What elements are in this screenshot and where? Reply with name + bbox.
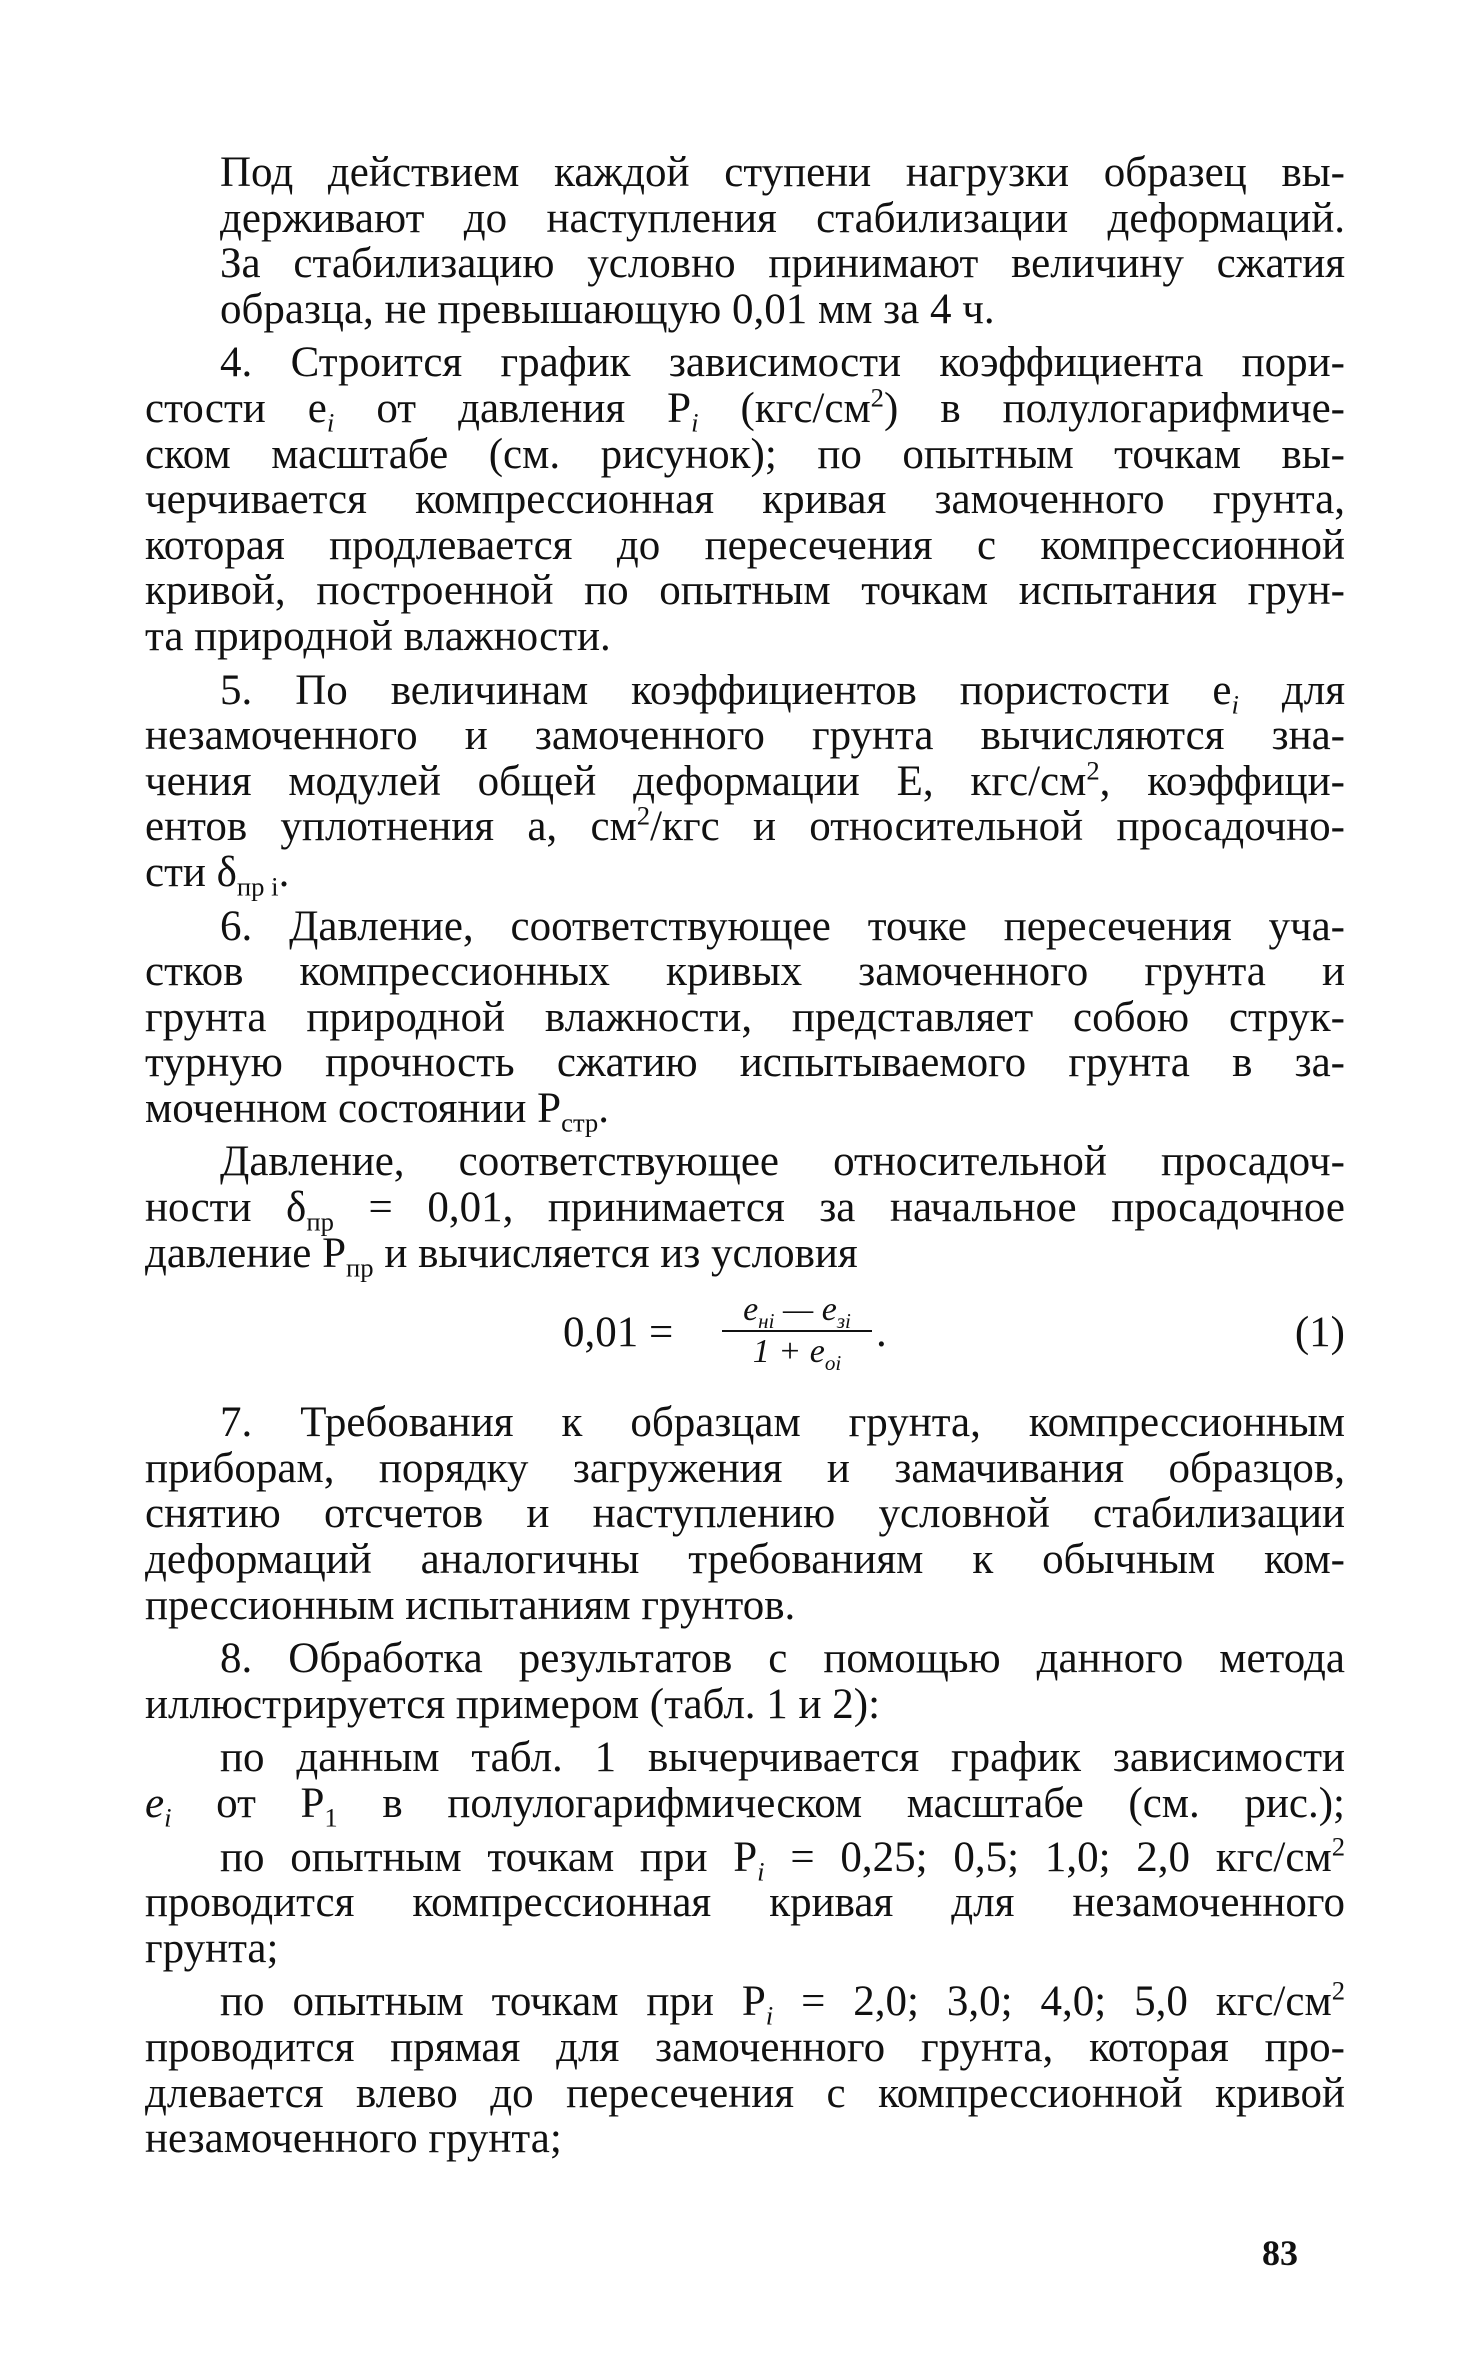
text-line: кривой, построенной по опытным точкам испытания грун- [145, 567, 1345, 615]
page-body [145, 150, 1345, 2170]
equation-lhs: 0,01 = [563, 1309, 674, 1357]
equation-1 [145, 1290, 1345, 1382]
equation-fraction [722, 1290, 872, 1376]
text-fragment: e [743, 1291, 759, 1329]
text-fragment: от P [171, 1780, 325, 1827]
subscript: нi [758, 1309, 775, 1334]
text-line: 7. Требования к образцам грунта, компрессионным [220, 1399, 1345, 1447]
text-fragment: /кгс и относительной просадочно- [650, 803, 1345, 851]
text-line [145, 848, 1345, 902]
subscript: i [164, 1802, 172, 1833]
text-line: 8. Обработка результатов с помощью данного метода [220, 1635, 1345, 1683]
superscript: 2 [1331, 1831, 1346, 1862]
text-line: турную прочность сжатию испытываемого грунта в за- [145, 1039, 1345, 1087]
superscript: 2 [1331, 1976, 1346, 2007]
text-line [145, 666, 1345, 720]
text-fragment: ности δ [145, 1184, 307, 1232]
equation-number: (1) [1294, 1309, 1345, 1357]
subscript: oi [824, 1351, 842, 1376]
text-fragment: давление P [145, 1229, 347, 1277]
text-line [145, 1831, 1346, 1887]
paragraph-stabilization [145, 150, 1345, 332]
text-fragment: = 0,25; 0,5; 1,0; 2,0 кгс/см [764, 1833, 1332, 1881]
text-fragment: (кгс/см [698, 384, 871, 432]
text-line: приборам, порядку загружения и замачивания образцов, [145, 1444, 1345, 1492]
superscript: 2 [870, 382, 884, 413]
text-fragment: в полулогарифмическом масштабе (см. рис.); [337, 1780, 1345, 1827]
text-line: та природной влажности. [145, 612, 611, 660]
superscript: 2 [1086, 755, 1100, 786]
text-fragment: e [145, 1780, 165, 1827]
text-line: стков компрессионных кривых замоченного грунта и [145, 948, 1345, 996]
subscript: i [765, 2000, 774, 2031]
paragraph-item-6 [145, 902, 1345, 1138]
text-line: 4. Строится график зависимости коэффициента пори- [220, 339, 1345, 387]
text-fragment: для [1238, 666, 1345, 714]
paragraph-graph [145, 1734, 1345, 1833]
text-fragment: сти δ [145, 848, 237, 896]
text-line: незамоченного грунта; [145, 2115, 562, 2163]
text-line [145, 1184, 1346, 1237]
subscript: зi [836, 1309, 851, 1334]
text-line [145, 755, 1345, 805]
text-line: 6. Давление, соответствующее точке пересечения уча- [220, 902, 1345, 950]
text-fragment: от давления P [334, 384, 692, 432]
paragraph-soaked-line [145, 1976, 1346, 2163]
text-fragment: , коэффици- [1099, 757, 1345, 805]
text-line: держивают до наступления стабилизации деформаций. [220, 194, 1345, 242]
text-line [145, 1780, 1345, 1833]
text-fragment: — e [774, 1291, 837, 1329]
subscript: i [757, 1856, 765, 1887]
text-line [145, 1976, 1346, 2031]
paragraph-item-5 [145, 666, 1345, 902]
text-line: проводится компрессионная кривая для незамоченного [145, 1879, 1345, 1927]
text-line: грунта; [145, 1924, 279, 1972]
text-line: прессионным испытаниям грунтов. [145, 1581, 796, 1629]
paragraph-item-8 [145, 1636, 1345, 1727]
subscript: стр [561, 1107, 599, 1138]
subscript: i [326, 407, 335, 438]
text-fragment: и вычисляется из условия [373, 1229, 858, 1277]
text-line: образца, не превышающую 0,01 мм за 4 ч. [220, 285, 995, 333]
subscript: 1 [324, 1802, 338, 1833]
text-line: длевается влево до пересечения с компрессионной кривой [145, 2069, 1345, 2117]
text-fragment: чения модулей общей деформации E, кгс/см [145, 757, 1087, 805]
subscript: i [691, 407, 699, 438]
text-line: деформаций аналогичны требованиям к обычным ком- [145, 1536, 1345, 1584]
subscript: пр [306, 1206, 334, 1237]
text-line: незамоченного и замоченного грунта вычисляются зна- [145, 712, 1345, 760]
text-line: ском масштабе (см. рисунок); по опытным точкам вы- [145, 430, 1345, 478]
paragraph-initial-pressure [145, 1138, 1346, 1283]
text-fragment: 5. По величинам коэффициентов пористости e [220, 666, 1232, 714]
text-fragment: = 0,01, принимается за начальное просадочное [333, 1184, 1346, 1232]
text-line: грунта природной влажности, представляет собою струк- [145, 993, 1345, 1041]
text-fragment: ентов уплотнения a, см [145, 803, 637, 851]
paragraph-unsoaked-curve [145, 1831, 1346, 1972]
text-fragment: 1 + e [752, 1333, 825, 1371]
text-line: иллюстрируется примером (табл. 1 и 2): [145, 1680, 881, 1728]
text-line [145, 800, 1345, 851]
text-line [145, 1084, 1345, 1138]
fraction-numerator [722, 1290, 872, 1332]
paragraph-item-7 [145, 1400, 1345, 1628]
text-fragment: моченном состоянии P [145, 1084, 562, 1132]
text-line: которая продлевается до пересечения с компрессионной [145, 521, 1345, 569]
text-line: Под действием каждой ступени нагрузки образец вы- [220, 149, 1345, 196]
text-line: снятию отсчетов и наступлению условной стабилизации [145, 1490, 1345, 1538]
text-line [145, 382, 1345, 438]
text-fragment: = 2,0; 3,0; 4,0; 5,0 кгс/см [773, 1978, 1332, 2026]
fraction-denominator [722, 1332, 872, 1376]
text-line [145, 1229, 1345, 1283]
text-line: За стабилизацию условно принимают величину сжатия [220, 240, 1345, 288]
text-line: по данным табл. 1 вычерчивается график зависимости [220, 1734, 1345, 1782]
text-fragment: . [598, 1084, 609, 1132]
paragraph-item-4 [145, 340, 1345, 659]
text-fragment: . [278, 848, 290, 896]
subscript: пр i [236, 871, 279, 902]
subscript: пр [346, 1252, 374, 1283]
text-fragment: по опытным точкам при P [220, 1978, 766, 2026]
text-line: проводится прямая для замоченного грунта, которая про- [145, 2023, 1345, 2071]
text-fragment: ) в полулогарифмиче- [884, 384, 1345, 432]
page-number: 83 [1262, 2233, 1298, 2273]
text-line: черчивается компрессионная кривая замоченного грунта, [145, 476, 1345, 524]
text-fragment: стости e [145, 384, 327, 432]
superscript: 2 [636, 800, 651, 831]
subscript: i [1231, 689, 1239, 720]
text-line: Давление, соответствующее относительной просадоч- [220, 1138, 1345, 1186]
text-fragment: по опытным точкам при P [220, 1833, 758, 1881]
equation-period: . [876, 1309, 887, 1357]
